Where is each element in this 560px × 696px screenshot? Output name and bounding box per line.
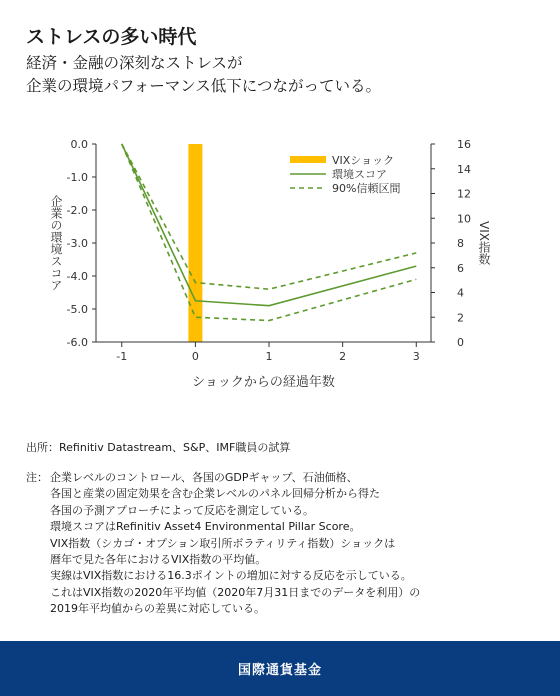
note-line: 企業レベルのコントロール、各国のGDPギャップ、石油価格、 <box>50 471 358 484</box>
y-left-tick-label: -5.0 <box>66 303 88 316</box>
y-right-tick-label: 4 <box>457 286 464 300</box>
legend-score-label: 環境スコア <box>332 168 387 181</box>
notes-body <box>50 470 420 618</box>
y-left-tick-label: -2.0 <box>66 204 88 217</box>
legend-vix-label: VIXショック <box>332 154 395 167</box>
note-line: 各国の予測アプローチによって反応を測定している。 <box>50 503 314 517</box>
footer-banner <box>0 641 560 696</box>
y-right-tick-label: 10 <box>457 212 471 226</box>
footer-org-name: 国際通貨基金 <box>237 663 322 678</box>
x-tick-label: 1 <box>265 350 273 363</box>
note-line: これはVIX指数の2020年平均値（2020年7月31日までのデータを利用）の <box>50 585 421 599</box>
x-tick-label: 0 <box>191 350 199 363</box>
subtitle-line-2: 企業の環境パフォーマンス低下につながっている。 <box>26 77 381 95</box>
y-right-tick-label: 16 <box>457 138 471 151</box>
y-right-tick-label: 8 <box>457 237 464 250</box>
y-left-tick-label: -1.0 <box>66 171 88 184</box>
y-right-tick-label: 14 <box>457 162 471 176</box>
notes <box>26 470 420 618</box>
y-axis-right-title: VIX指数 <box>477 221 491 265</box>
y-left-tick-label: 0.0 <box>70 138 88 151</box>
source-note: 出所：Refinitiv Datastream、S&P、IMF職員の試算 <box>26 441 291 454</box>
page-title: ストレスの多い時代 <box>26 26 197 48</box>
x-tick-label: 3 <box>412 350 420 363</box>
x-tick-label: 2 <box>339 350 347 363</box>
note-line: 環境スコアはRefinitiv Asset4 Environmental Pillar Score。 <box>50 520 361 534</box>
note-line: 暦年で見た各年におけるVIX指数の平均値。 <box>50 553 267 567</box>
y-right-tick-label: 12 <box>457 187 471 201</box>
y-axis-left-title: 企業の環境スコア <box>49 195 63 291</box>
x-axis-title: ショックからの経過年数 <box>192 375 335 390</box>
chart <box>0 120 560 410</box>
legend-ci-label: 90%信頼区間 <box>332 182 401 195</box>
note-line: 実線はVIX指数における16.3ポイントの増加に対する反応を示している。 <box>50 569 412 583</box>
y-right-tick-label: 6 <box>457 261 464 275</box>
y-left-tick-label: -4.0 <box>66 270 88 283</box>
note-line: 各国と産業の固定効果を含む企業レベルのパネル回帰分析から得た <box>50 487 380 501</box>
notes-label: 注： <box>26 471 48 484</box>
y-left-tick-label: -6.0 <box>66 336 88 349</box>
legend-vix-swatch <box>290 156 326 163</box>
y-left-tick-label: -3.0 <box>66 237 88 250</box>
subtitle <box>26 52 381 98</box>
subtitle-line-1: 経済・金融の深刻なストレスが <box>26 54 243 72</box>
x-tick-label: -1 <box>116 350 128 363</box>
vix-shock-bar <box>188 144 202 342</box>
y-right-tick-label: 0 <box>457 336 464 349</box>
note-line: 2019年平均値からの差異に対応している。 <box>50 602 265 616</box>
note-line: VIX指数（シカゴ・オプション取引所ボラティリティ指数）ショックは <box>50 536 396 550</box>
y-right-tick-label: 2 <box>457 311 464 325</box>
